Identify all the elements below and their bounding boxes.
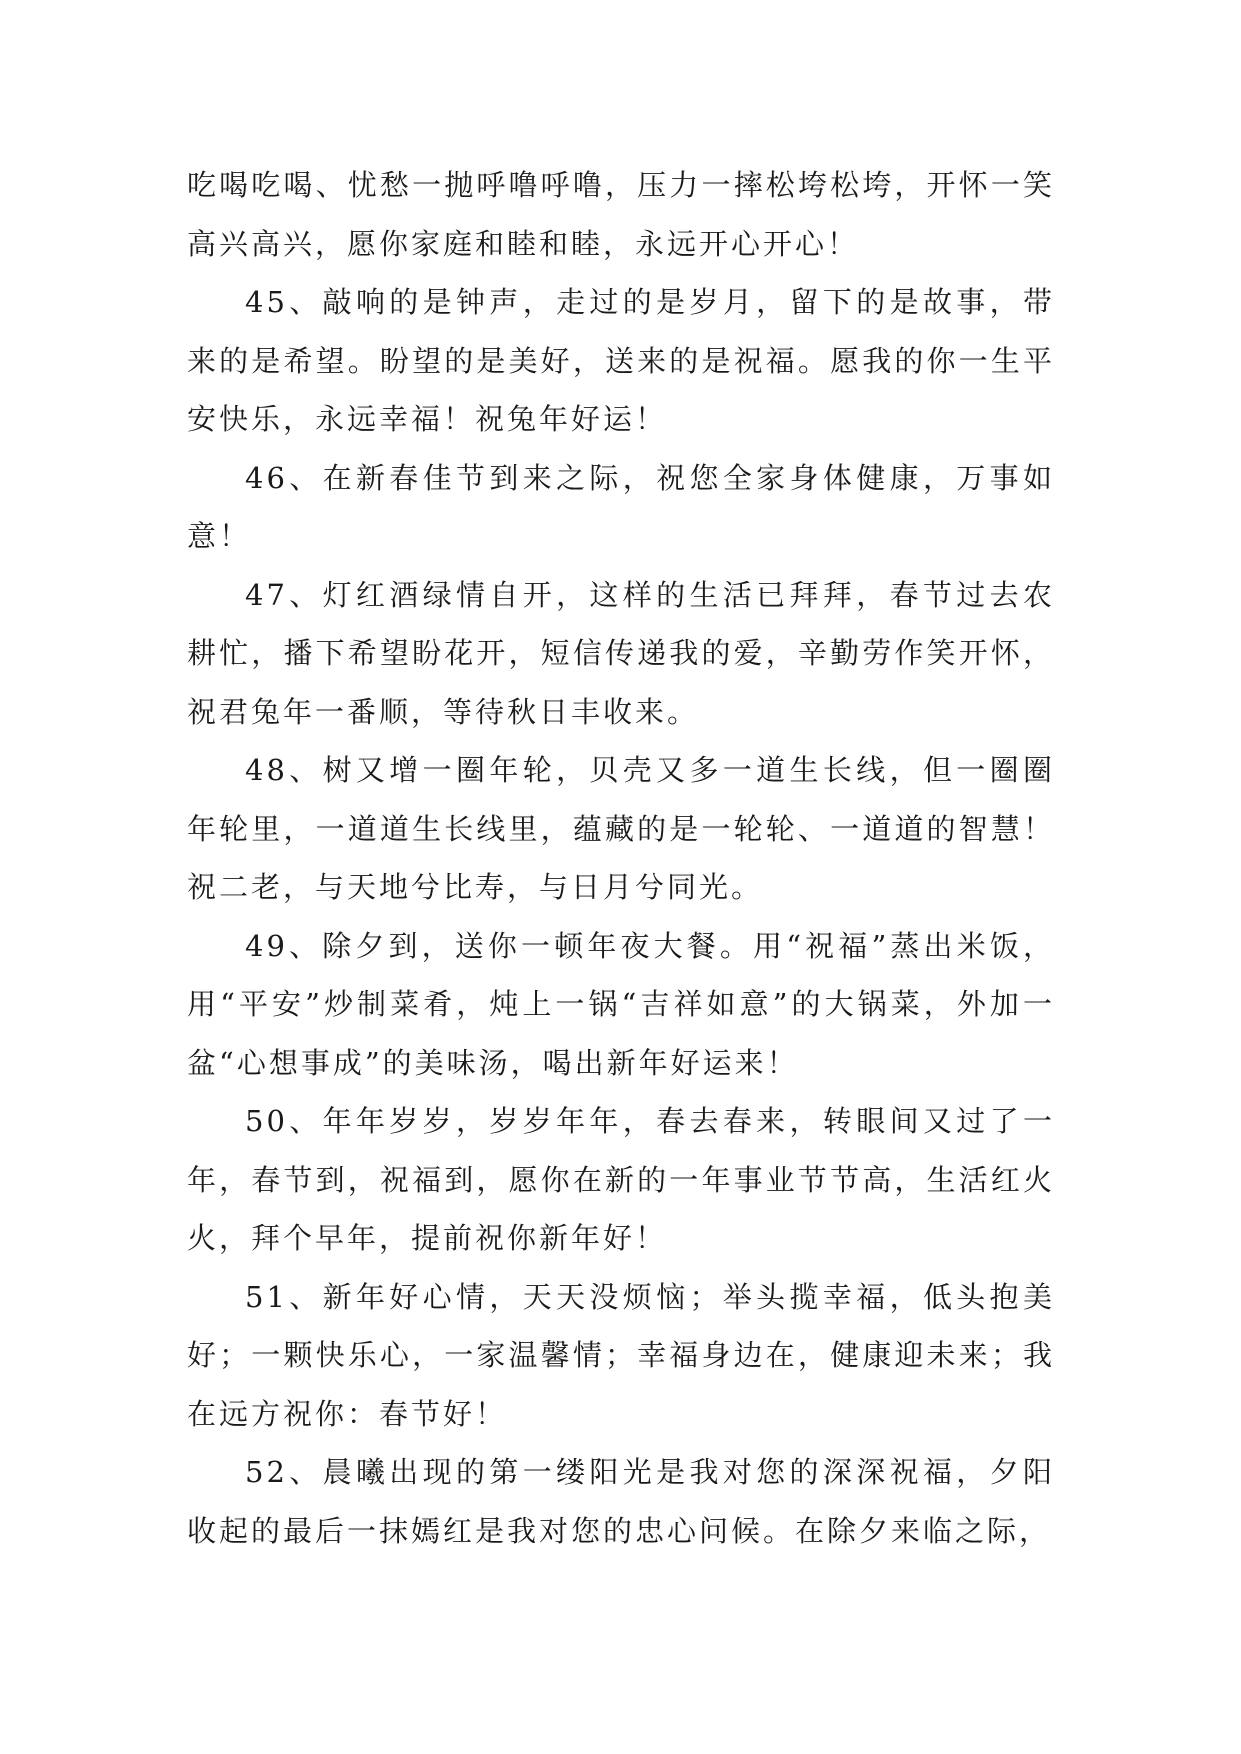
paragraph-continuation: 吃喝吃喝、忧愁一抛呼噜呼噜，压力一摔松垮松垮，开怀一笑高兴高兴，愿你家庭和睦和睦，永远开心开心！ — [187, 168, 1055, 261]
paragraph-48: 48、树又增一圈年轮，贝壳又多一道生长线，但一圈圈年轮里，一道道生长线里，蕴藏的是一轮轮、一道道的智慧！祝二老，与天地兮比寿，与日月兮同光。 — [187, 753, 1055, 904]
paragraph-46: 46、在新春佳节到来之际，祝您全家身体健康，万事如意！ — [187, 460, 1055, 553]
paragraph-50: 50、年年岁岁，岁岁年年，春去春来，转眼间又过了一年，春节到，祝福到，愿你在新的一年事业节节高，生活红火火，拜个早年，提前祝你新年好！ — [187, 1104, 1055, 1255]
paragraph-51: 51、新年好心情，天天没烦恼；举头揽幸福，低头抱美好；一颗快乐心，一家温馨情；幸福身边在，健康迎未来；我在远方祝你：春节好！ — [187, 1279, 1055, 1431]
paragraph-49: 49、除夕到，送你一顿年夜大餐。用“祝福”蒸出米饭，用“平安”炒制菜肴，炖上一锅“吉祥如意”的大锅菜，外加一盆“心想事成”的美味汤，喝出新年好运来！ — [187, 928, 1055, 1080]
paragraph-45: 45、敲响的是钟声，走过的是岁月，留下的是故事，带来的是希望。盼望的是美好，送来的是祝福。愿我的你一生平安快乐，永远幸福！祝兔年好运！ — [187, 285, 1055, 436]
paragraph-47: 47、灯红酒绿情自开，这样的生活已拜拜，春节过去农耕忙，播下希望盼花开，短信传递我的爱，辛勤劳作笑开怀，祝君兔年一番顺，等待秋日丰收来。 — [187, 577, 1055, 729]
document-body — [187, 156, 1055, 1560]
paragraph-52: 52、晨曦出现的第一缕阳光是我对您的深深祝福，夕阳收起的最后一抹嫣红是我对您的忠心问候。在除夕来临之际， — [187, 1455, 1055, 1548]
